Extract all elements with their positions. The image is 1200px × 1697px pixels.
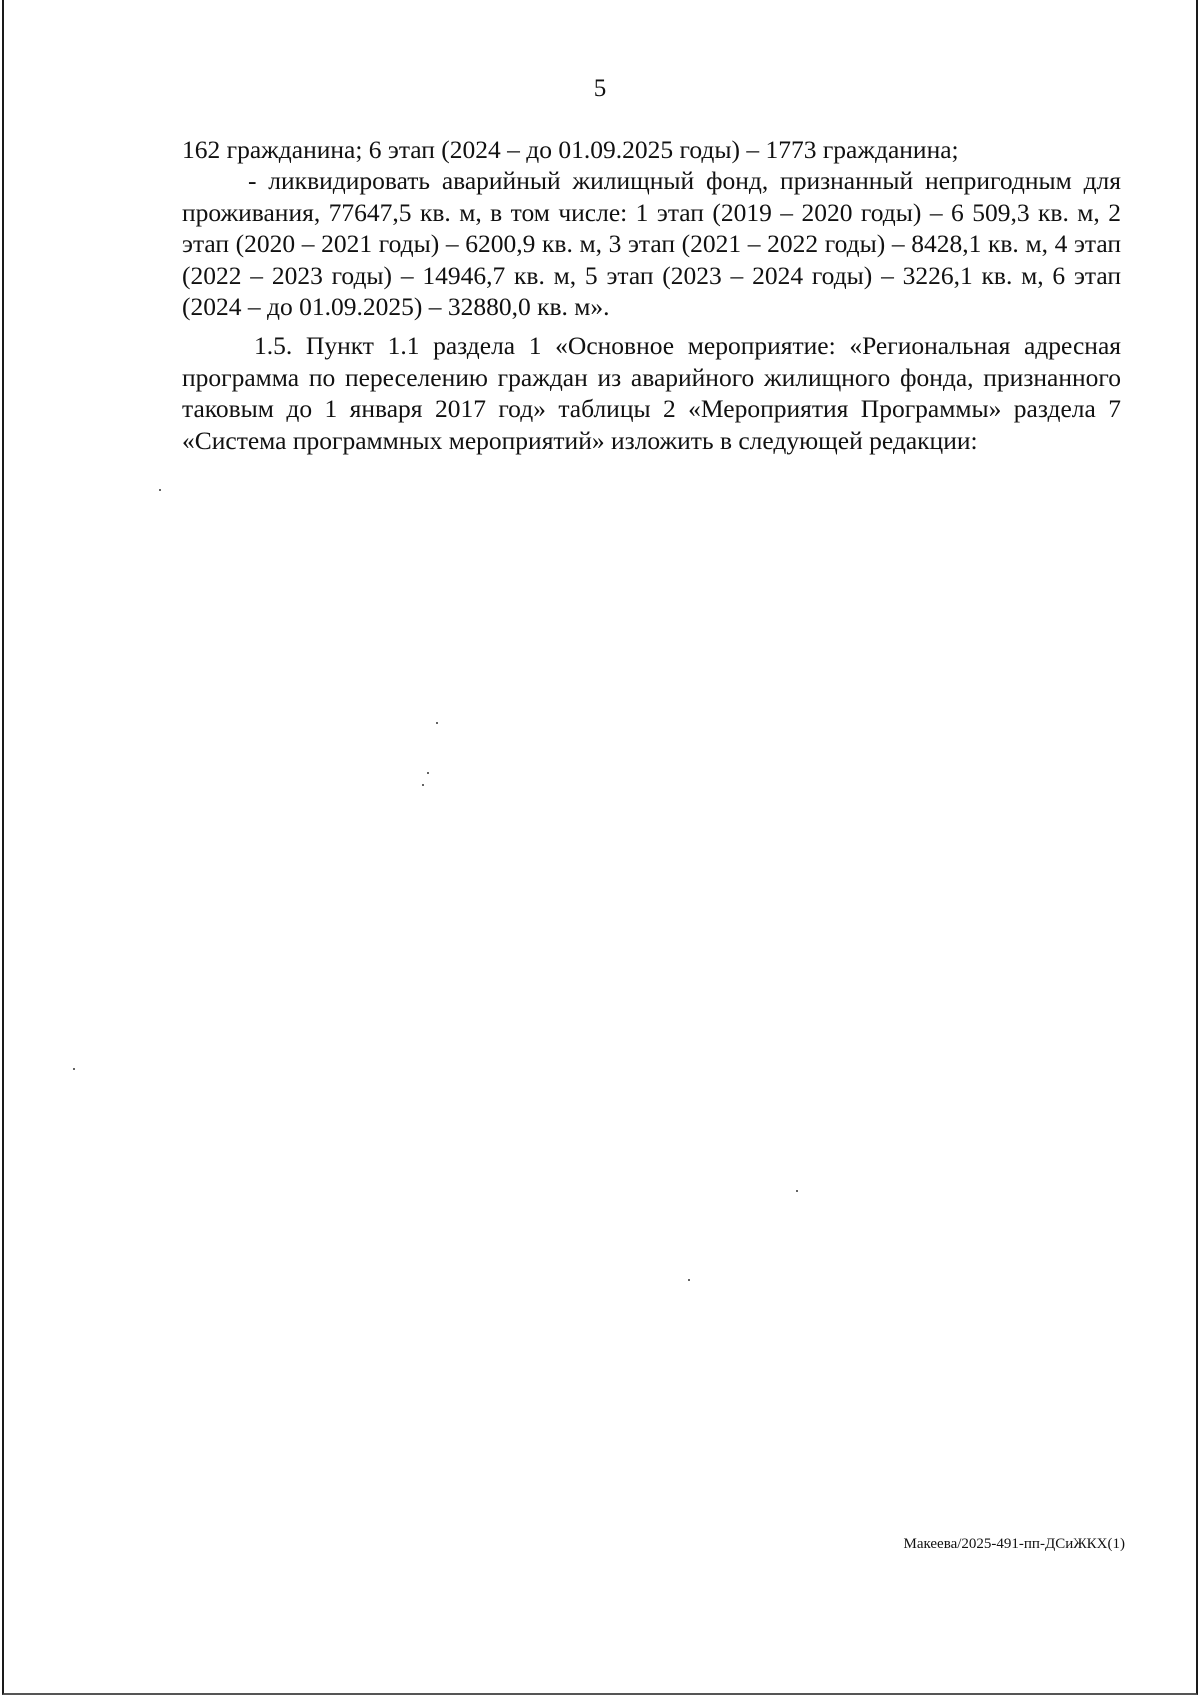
page-number: 5 (593, 75, 607, 102)
document-body (182, 134, 1121, 456)
paragraph-liquidate-housing: - ликвидировать аварийный жилищный фонд, признанный непригодным для проживания, 77647,5 кв. м, в том числе: 1 этап (2019 – 2020 годы) – 6 509,3 кв. м, 2 этап (2020 – 2021 годы) – 6200,9 кв. м, 3 этап (2021 – 2022 годы) – 8428,1 кв. м, 4 этап (2022 – 2023 годы) – 14946,7 кв. м, 5 этап (2023 – 2024 годы) – 3226,1 кв. м, 6 этап (2024 – до 01.09.2025) – 32880,0 кв. м». (182, 166, 1121, 322)
paragraph-citizens-stage6: 162 гражданина; 6 этап (2024 – до 01.09.2025 годы) – 1773 гражданина; (182, 135, 959, 164)
document-reference: Макеева/2025-491-пп-ДСиЖКХ(1) (903, 1536, 1125, 1552)
paragraph-section-1-5: 1.5. Пункт 1.1 раздела 1 «Основное мероприятие: «Региональная адресная программа по переселению граждан из аварийного жилищного фонда, признанного таковым до 1 января 2017 год» таблицы 2 «Мероприятия Программы» раздела 7 «Система программных мероприятий» изложить в следующей редакции: (182, 331, 1121, 455)
